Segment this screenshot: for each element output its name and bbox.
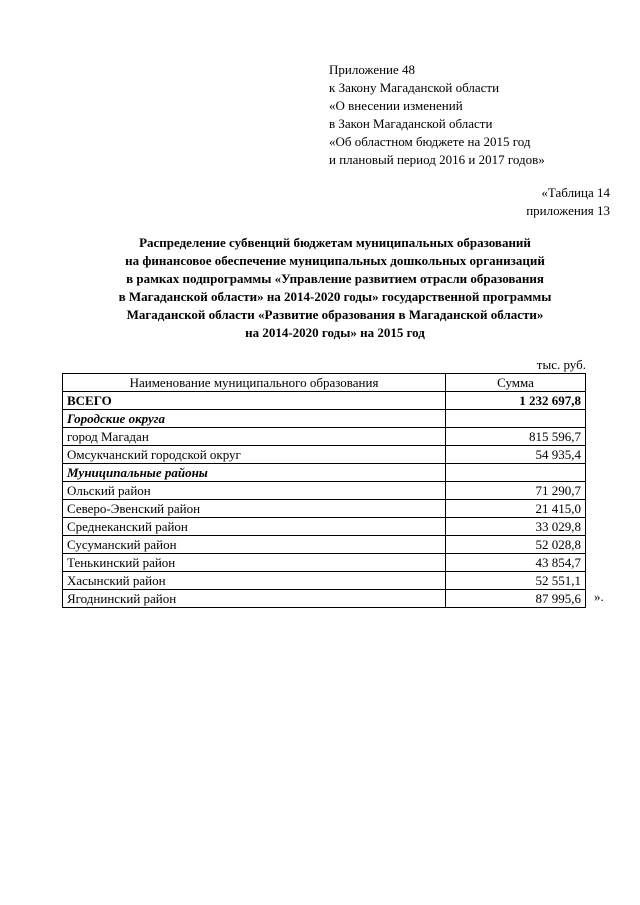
row-name: Северо-Эвенский район	[63, 500, 446, 518]
table-row	[63, 572, 586, 590]
title-line: на 2014-2020 годы» на 2015 год	[245, 325, 425, 340]
table-row	[63, 500, 586, 518]
row-name: Омсукчанский городской округ	[63, 446, 446, 464]
row-sum: 21 415,0	[446, 500, 586, 518]
row-name: Тенькинский район	[63, 554, 446, 572]
total-sum: 1 232 697,8	[446, 392, 586, 410]
table-ref-line: «Таблица 14	[541, 185, 610, 200]
closing-quote: ».	[594, 589, 604, 604]
table-row	[63, 536, 586, 554]
preamble-line: Приложение 48	[329, 62, 416, 77]
table-row	[63, 482, 586, 500]
document-title	[60, 234, 610, 342]
row-sum: 87 995,6	[446, 590, 586, 608]
row-name: Среднеканский район	[63, 518, 446, 536]
preamble-line: в Закон Магаданской области	[329, 116, 493, 131]
row-name: Сусуманский район	[63, 536, 446, 554]
table-row	[63, 590, 586, 608]
preamble-line: к Закону Магаданской области	[329, 80, 500, 95]
title-line: в рамках подпрограммы «Управление развитием отрасли образования	[126, 271, 544, 286]
title-line: Магаданской области «Развитие образования в Магаданской области»	[126, 307, 544, 322]
row-sum: 71 290,7	[446, 482, 586, 500]
appendix-preamble	[329, 61, 545, 169]
title-line: в Магаданской области» на 2014-2020 годы» государственной программы	[118, 289, 552, 304]
table-reference	[526, 184, 610, 220]
section-row	[63, 410, 586, 428]
section-districts-label: Муниципальные районы	[63, 464, 446, 482]
table-row	[63, 518, 586, 536]
section-urban-label: Городские округа	[63, 410, 446, 428]
title-line: Распределение субвенций бюджетам муниципальных образований	[139, 235, 531, 250]
total-row	[63, 392, 586, 410]
table-header-row	[63, 374, 586, 392]
table-row	[63, 554, 586, 572]
row-name: город Магадан	[63, 428, 446, 446]
row-sum: 52 551,1	[446, 572, 586, 590]
subvention-table	[62, 373, 586, 608]
row-name: Ягоднинский район	[63, 590, 446, 608]
total-label: ВСЕГО	[63, 392, 446, 410]
row-sum: 54 935,4	[446, 446, 586, 464]
table-row	[63, 446, 586, 464]
row-name: Ольский район	[63, 482, 446, 500]
row-sum: 52 028,8	[446, 536, 586, 554]
section-row	[63, 464, 586, 482]
table-ref-line: приложения 13	[526, 203, 610, 218]
header-sum: Сумма	[446, 374, 586, 392]
table-row	[63, 428, 586, 446]
empty-cell	[446, 464, 586, 482]
preamble-line: «О внесении изменений	[329, 98, 463, 113]
row-sum: 815 596,7	[446, 428, 586, 446]
preamble-line: и плановый период 2016 и 2017 годов»	[329, 152, 545, 167]
preamble-line: «Об областном бюджете на 2015 год	[329, 134, 531, 149]
row-sum: 43 854,7	[446, 554, 586, 572]
row-name: Хасынский район	[63, 572, 446, 590]
empty-cell	[446, 410, 586, 428]
unit-label: тыс. руб.	[536, 357, 586, 372]
title-line: на финансовое обеспечение муниципальных дошкольных организаций	[125, 253, 545, 268]
row-sum: 33 029,8	[446, 518, 586, 536]
header-name: Наименование муниципального образования	[63, 374, 446, 392]
